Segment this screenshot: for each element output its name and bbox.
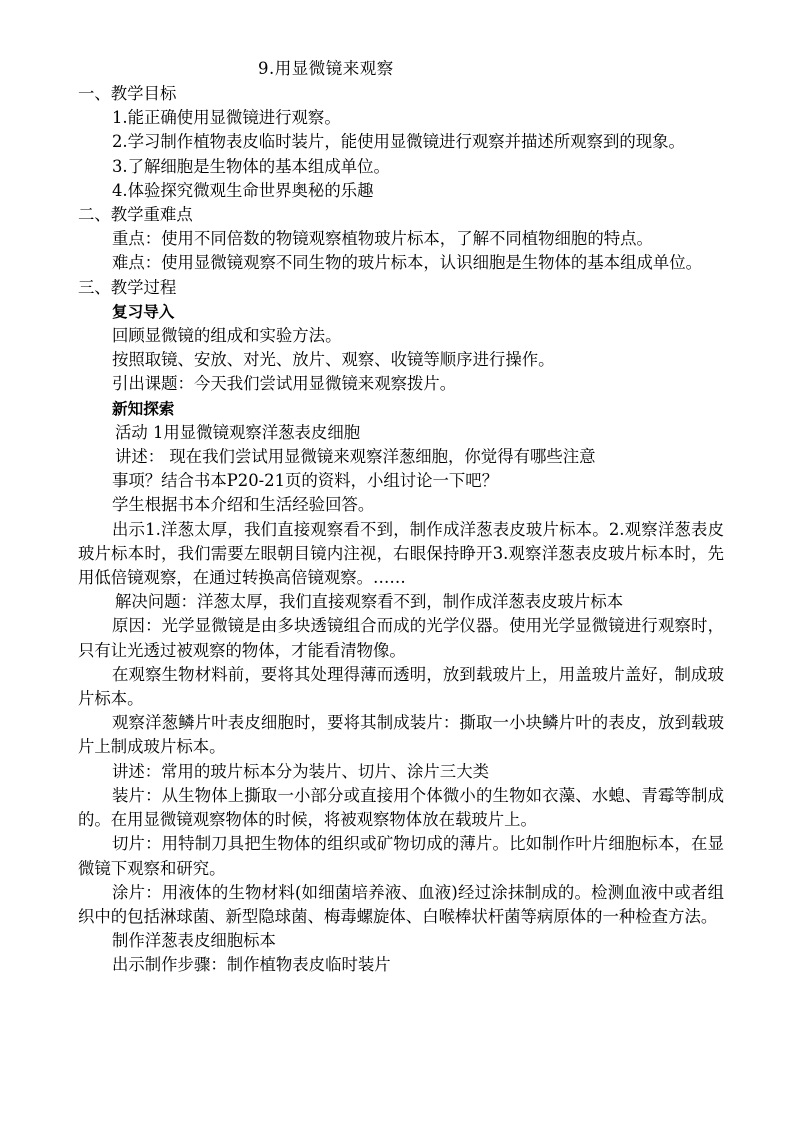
goal-item: 1.能正确使用显微镜进行观察。 (112, 108, 341, 128)
paragraph: 出示制作步骤：制作植物表皮临时装片 (112, 955, 391, 975)
section-heading-goals: 一、教学目标 (78, 84, 177, 103)
paragraph: 观察洋葱鳞片叶表皮细胞时，要将其制成装片：撕取一小块鳞片叶的表皮，放到载玻片上制成玻片标本。 (78, 713, 724, 757)
paragraph: 按照取镜、安放、对光、放片、观察、收镜等顺序进行操作。 (112, 350, 555, 370)
paragraph: 在观察生物材料前，要将其处理得薄而透明，放到载玻片上，用盖玻片盖好，制成玻片标本。 (78, 664, 724, 709)
paragraph: 学生根据书本介绍和生活经验回答。 (112, 495, 375, 515)
document-title: 9.用显微镜来观察 (258, 59, 394, 78)
paragraph: 讲述：常用的玻片标本分为装片、切片、涂片三大类 (112, 761, 489, 781)
key-point-paragraph: 重点：使用不同倍数的物镜观察植物玻片标本，了解不同植物细胞的特点。 (112, 229, 653, 249)
paragraph: 涂片：用液体的生物材料(如细菌培养液、血液)经过涂抹制成的。检测血液中或者组织中的包括淋球菌、新型隐球菌、梅毒螺旋体、白喉棒状杆菌等病原体的一种检查方法。 (78, 882, 724, 926)
section-heading-key-points: 二、教学重难点 (78, 205, 193, 225)
paragraph: 事项？结合书本P20-21页的资料，小组讨论一下吧？ (112, 471, 499, 491)
paragraph: 原因：光学显微镜是由多块透镜组合而成的光学仪器。使用光学显微镜进行观察时，只有让光透过被观察的物体，才能看清物像。 (78, 616, 724, 660)
goal-item: 2.学习制作植物表皮临时装片，能使用显微镜进行观察并描述所观察到的现象。 (112, 132, 685, 152)
document-body (78, 82, 724, 978)
goal-item: 4.体验探究微观生命世界奥秘的乐趣 (112, 180, 374, 200)
subheading-explore: 新知探索 (112, 399, 175, 418)
paragraph: 引出课题：今天我们尝试用显微镜来观察拨片。 (112, 374, 457, 394)
paragraph: 切片：用特制刀具把生物体的组织或矿物切成的薄片。比如制作叶片细胞标本，在显微镜下观察和研究。 (78, 834, 724, 878)
paragraph: 回顾显微镜的组成和实验方法。 (112, 326, 342, 346)
paragraph: 出示1.洋葱太厚，我们直接观察看不到，制作成洋葱表皮玻片标本。2.观察洋葱表皮玻片标本时，我们需要左眼朝目镜内注视，右眼保持睁开3.观察洋葱表皮玻片标本时，先用低倍镜观察，在通过转换高倍镜观察。…… (78, 519, 724, 588)
paragraph: 解决问题：洋葱太厚，我们直接观察看不到，制作成洋葱表皮玻片标本 (115, 592, 624, 612)
goal-item: 3.了解细胞是生物体的基本组成单位。 (112, 156, 390, 176)
difficult-point-paragraph: 难点：使用显微镜观察不同生物的玻片标本，认识细胞是生物体的基本组成单位。 (112, 253, 703, 273)
paragraph: 制作洋葱表皮细胞标本 (112, 931, 276, 951)
subheading-review: 复习导入 (112, 302, 175, 321)
paragraph: 装片：从生物体上撕取一小部分或直接用个体微小的生物如衣藻、水螅、青霉等制成的。在用显微镜观察物体的时候，将被观察物体放在载玻片上。 (78, 785, 724, 830)
paragraph: 讲述： 现在我们尝试用显微镜来观察洋葱细胞，你觉得有哪些注意 (115, 447, 596, 467)
section-heading-process: 三、教学过程 (78, 277, 177, 297)
activity-title: 活动 1用显微镜观察洋葱表皮细胞 (115, 422, 361, 442)
